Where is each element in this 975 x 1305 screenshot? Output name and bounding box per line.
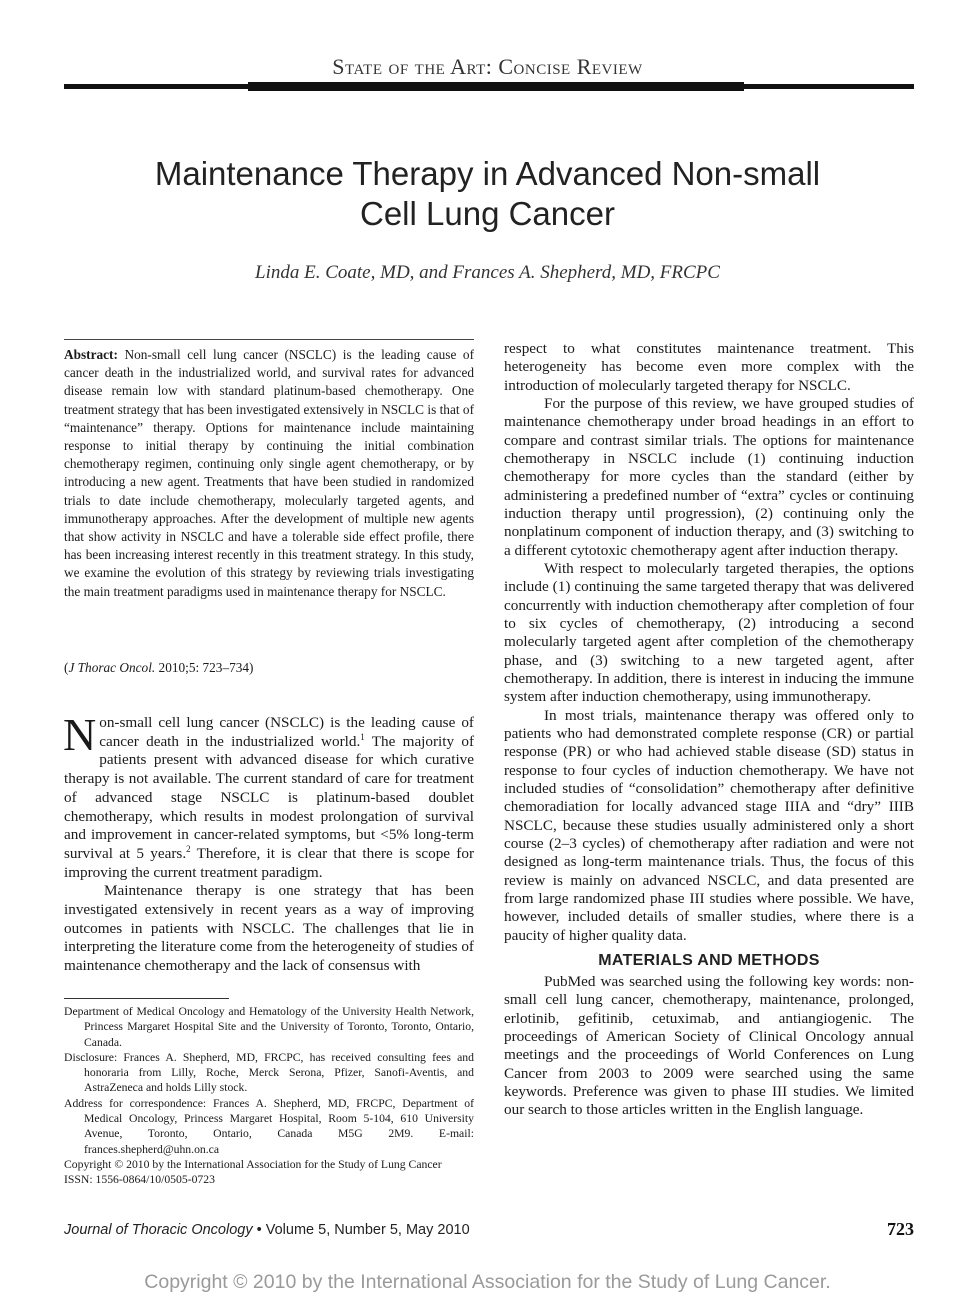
footer-journal: [64, 1222, 470, 1238]
section-heading-methods: MATERIALS AND METHODS: [598, 951, 820, 969]
title-line-2: Cell Lung Cancer: [360, 195, 615, 232]
section-label-text: State of the Art: Concise Review: [332, 54, 643, 79]
body-right-column: [504, 340, 914, 1120]
intro-text-2: The majority of patients present with advanced disease for which curative therapy is not available. The current standard of care for treatment of advanced stage NSCLC is platinum-based doublet chemotherapy, which results in modest prolongation of survival and improvement in cancer-related symptoms, but <5% long-term survival at 5 years.: [64, 732, 474, 862]
paragraph-continued: respect to what constitutes maintenance treatment. This heterogeneity has become even more complex with the introduction of molecularly targeted therapy for NSCLC.: [504, 340, 914, 394]
dropcap: N: [63, 709, 97, 760]
footnote-affiliation: Department of Medical Oncology and Hematology of the University Health Network, Princess Margaret Hospital Site and the University of Toronto, Toronto, Ontario, Canada.: [64, 1005, 474, 1049]
ref-1: 1: [360, 731, 365, 742]
paragraph-trials: In most trials, maintenance therapy was offered only to patients who had demonstrated complete response (CR) or partial response (PR) or who had achieved stable disease (SD) status in response to four cycles of induction chemotherapy. We have not included studies of “consolidation” chemotherapy after definitive chemoradiation for locally advanced stage IIIA and “dry” IIIB NSCLC, because these studies usually administered only a short course (2–3 cycles) of chemotherapy after radiation and were not designed as long-term maintenance trials. Thus, the focus of this review is mainly on advanced NSCLC, and data presented are from large randomized phase III studies where possible. We have, however, included details of smaller studies, where there is a paucity of higher quality data.: [504, 706, 914, 944]
article-title: [120, 154, 855, 234]
abstract-label: Abstract:: [64, 347, 118, 362]
citation-rest: 2010;5: 723–734): [155, 660, 254, 675]
section-label: [0, 54, 975, 80]
footer-journal-name: Journal of Thoracic Oncology: [64, 1222, 253, 1238]
intro-text-3: Therefore, it is clear that there is scope for improving the current treatment paradigm.: [64, 844, 475, 881]
paragraph-targeted: With respect to molecularly targeted therapies, the options include (1) continuing the same targeted therapy that was delivered concurrently with induction chemotherapy after completion of four to six cycles of chemotherapy, (2) introducing a second molecularly targeted agent after completion of the chemotherapy phase, and (3) switching to a new targeted agent, after chemotherapy. In addition, there is interest in inducing the immune system after induction chemotherapy, using immunotherapy.: [504, 559, 914, 706]
paragraph-maintenance: Maintenance therapy is one strategy that has been investigated extensively in recent years as a way of improving outcomes in patients with NSCLC. The challenges that lie in interpreting the literature come from the heterogeneity of studies of maintenance chemotherapy and the lack of consensus with: [64, 882, 474, 975]
citation-journal: J Thorac Oncol.: [68, 660, 156, 675]
page-number: 723: [887, 1219, 914, 1239]
copyright-banner: Copyright © 2010 by the International Association for the Study of Lung Cancer.: [144, 1271, 831, 1293]
footnote-disclosure: Disclosure: Frances A. Shepherd, MD, FRCPC, has received consulting fees and honoraria from Lilly, Roche, Merck Serona, Pfizer, Sanofi-Aventis, and AstraZeneca and holds Lilly stock.: [64, 1050, 474, 1095]
title-line-1: Maintenance Therapy in Advanced Non-small: [154, 155, 821, 192]
abstract: [64, 346, 474, 601]
body-left-column: [63, 709, 475, 976]
footnotes: [64, 1004, 474, 1188]
paragraph-methods: PubMed was searched using the following key words: non-small cell lung cancer, chemotherapy, maintenance, prolonged, erlotinib, gefitinib, cetuximab, and antiangiogenic. The proceedings of American Society of Clinical Oncology annual meetings and the proceedings of World Conferences on Lung Cancer from 2003 to 2009 were searched using the same keywords. Preference was given to phase III studies. We limited our search to those articles written in the English language.: [504, 973, 914, 1119]
intro-paragraph: [63, 709, 475, 882]
paragraph-grouping: For the purpose of this review, we have grouped studies of maintenance chemotherapy under broad headings in an effort to compare and contrast similar trials. The options for maintenance chemotherapy in NSCLC include (1) continuing induction chemotherapy for more cycles than the standard (either by administering a predefined number of “extra” cycles or continuing induction therapy until progression), (2) continuing only the nonplatinum component of induction therapy, and (3) switching to a different cytotoxic chemotherapy agent after induction therapy.: [504, 394, 914, 559]
citation: [64, 659, 474, 677]
abstract-rule: [64, 339, 474, 340]
footnote-rule: [64, 998, 229, 999]
footer-bullet: •: [252, 1222, 266, 1238]
intro-text-1: on-small cell lung cancer (NSCLC) is the leading cause of cancer death in the industrialized world.: [99, 714, 474, 750]
authors: Linda E. Coate, MD, and Frances A. Shepherd, MD, FRCPC: [255, 262, 720, 283]
header-rule-accent: [248, 82, 744, 91]
footnote-copyright: Copyright © 2010 by the International Association for the Study of Lung Cancer: [64, 1157, 442, 1171]
footnote-correspondence: Address for correspondence: Frances A. Shepherd, MD, FRCPC, Department of Medical Oncology, Princess Margaret Hospital, Room 5-104, 610 University Avenue, Toronto, Ontario, Canada M5G 2M9. E-mail: frances.shepherd@uhn.on.ca: [64, 1096, 474, 1156]
ref-2: 2: [186, 843, 191, 854]
footnote-issn: ISSN: 1556-0864/10/0505-0723: [64, 1173, 215, 1187]
citation-open: (: [64, 660, 69, 675]
abstract-text: Non-small cell lung cancer (NSCLC) is the leading cause of cancer death in the industrialized world, and survival rates for advanced disease remain low with standard platinum-based chemotherapy. One treatment strategy that has been investigated extensively in NSCLC is that of “maintenance” therapy. Options for maintenance include maintaining response to initial therapy by continuing the initial combination chemotherapy regimen, continuing only single agent chemotherapy, or by introducing a new agent. Treatments that have been studied in randomized trials to date include chemotherapy, molecularly targeted agents, and immunotherapy approaches. After the development of multiple new agents that show activity in NSCLC and have a tolerable side effect profile, there has been increasing interest recently in this treatment strategy. In this study, we examine the evolution of this strategy by reviewing trials investigating the main treatment paradigms used in maintenance therapy for NSCLC.: [64, 347, 475, 599]
footer-issue: Volume 5, Number 5, May 2010: [265, 1222, 470, 1238]
